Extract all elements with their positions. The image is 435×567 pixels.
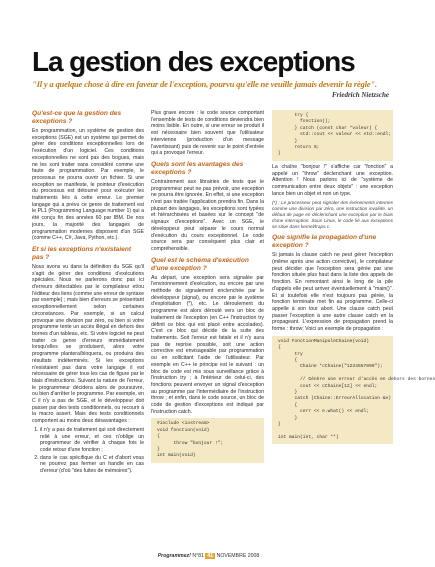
article-title: La gestion des exceptions bbox=[32, 46, 355, 77]
quote-author: Friedrich Nietzsche bbox=[332, 91, 389, 99]
column-2 bbox=[151, 110, 264, 466]
section-heading: Quels sont les avantages des exceptions ? bbox=[151, 160, 244, 176]
section-heading: Quel est le schéma d'exécution d'une exception ? bbox=[151, 256, 249, 272]
code-block: try { fonction(); } catch (const char *valeur) { std::cout << valeur << std::endl; } return 0; } bbox=[272, 110, 393, 161]
paragraph: Plus grave encore : le code source comportant l'ensemble de tests de conditions deviendra bien moins lisible. En outre, si une erreur se produit il est nécessaire bien souvent que l'utilisateur intervienne (production d'un message l'avertissant) puis de revenir sur le point d'entrée qui a provoqué l'erreur. bbox=[151, 110, 264, 157]
column-1 bbox=[32, 110, 144, 477]
section-heading: Et si les exceptions n'existaient pas ? bbox=[32, 245, 132, 261]
page-footer bbox=[0, 553, 417, 559]
paragraph: Au départ, une exception sera signalée par l'environnement d'exécution, ou encore par une méthode de signalement enclenchée par le développeur (signal), ou encore par le système d'exploitation (*), etc. Le déroulement du programme est alors dérouté vers un bloc de traitement de l'exception (en C++ l'instruction try définit ce bloc qui est placé entre accolades). C'est ce bloc qui décide de la suite des traitements. Soit l'erreur est fatale et il n'y aura pas de reprise possible, soit une action corrective est envisageable par programmation ou en sollicitant l'aide de l'utilisateur. Par exemple en C++ le principe est le suivant : un bloc de code est mis sous surveillance grâce à l'instruction try ; à l'intérieur de celui-ci, des fonctions peuvent envoyer un signal d'exception au programme par l'intermédiaire de l'instruction throw ; et enfin, dans le code source, un bloc de code de gestion d'exceptions est indiqué par l'instruction catch. bbox=[151, 274, 264, 415]
column-3 bbox=[272, 110, 435, 447]
paragraph: La chaîne "bonjour !" s'affiche car "fonction" a appelé un "throw" déclenchant une exception. Attention ! Nous parlons ici de "système de communication entre deux objets" : une exception lance bien un objet et non un type. bbox=[272, 163, 393, 197]
issue-date: NOVEMBRE 2008 bbox=[216, 553, 260, 559]
paragraph: Contrairement aux librairies de tests que le programmeur peut ne pas prévoir, une exception ne pourra être ignorée. En effet, si une exception n'est pas traitée l'application prendra fin. Dans la plupart des langages, les exceptions sont typées et hiérarchisées et basées sur le concept "de signaux d'exceptions". Avec un SGE, le développeur peut séparer le cours normal d'exécution du cours exceptionnel. Le code source sera par conséquent plus clair et compréhensible. bbox=[151, 178, 264, 252]
article-quote: "Il y a quelque chose à dire en faveur de l'exception, pourvu qu'elle ne veuille jamais devenir la règle". bbox=[32, 79, 377, 89]
disadvantages-list bbox=[32, 427, 144, 475]
paragraph: En programmation, un système de gestion des exceptions (SGE) est un système qui permet de gérer des conditions exceptionnelles lors de l'exécution d'un logiciel. Ces conditions exceptionnelles ne sont pas des bogues, mais ne les sont traiter sans considéré comme une faute de programmation. Par exemple, le processus ne pourra ouvrir un fichier. Si une exception se manifeste, le pointeur d'exécution du processus est détourné pour exécuter les traitements liés à cette erreur. Le premier langage qui a prévu ce genre de traitement est le PL1 (Programming Language number 1) qui a été conçu fin des années 60 par IBM. De nos jours, la majorité des langages de programmation modernes disposent d'un SGE (comme C++, C#, Java, Python, etc.). bbox=[32, 128, 144, 242]
magazine-name: Programmez! bbox=[157, 553, 191, 559]
issue-number: N°81 bbox=[192, 553, 204, 559]
section-heading: Qu'est-ce que la gestion des exceptions ? bbox=[32, 110, 122, 125]
paragraph: Nous avons vu dans la définition du SGE qu'il s'agit de gérer des conditions d'exécutions spéciales. Nous ne parlerons donc pas ici d'erreurs détectables par le compilateur et/ou l'éditeur des liens (comme une erreur de syntaxe par exemple) ; mais bien d'erreurs se présentant exceptionnellement selon certaines circonstances. Par exemple, si un calcul provoque une division par zéro, ou bien si votre programme tente un accès illégal en dehors des bornes d'un tableau, etc. Si votre logiciel ne peut traiter ce genre d'erreurs immédiatement lorsqu'elles se produisent, alors votre programme plantera/bloquera, ou produira des résultats indéterminés. Si les exceptions n'existaient pas dans votre langage il est nécessaire de gérer tous les cas de figure par le biais d'instructions. Suivant la nature de l'erreur, le programmeur décidera alors de poursuivre, ou bien d'arrêter le programme. Par exemple, en C il n'y a pas de SGE, et le développeur doit passer par des tests conditionnels, ou recourir à la macro assert. Mais des tests conditionnels comportent au moins deux désavantages : bbox=[32, 263, 144, 425]
footnote: (*) : Le processeur peut signaler des événements internes comme une division par zéro, une instruction invalide, un défaut de page en déclenchant une exception par le biais d'une interruption. Sous Linux, le code lié aux exceptions se situe dans kernel/traps.c. bbox=[272, 200, 393, 230]
paragraph: Si jamais la clause catch ne peut gérer l'exception (même après une action corrective), le compilateur peut décider que l'exception sera gérée par une fonction située plus haut dans la liste des appels de fonction. En remontant ainsi le long de la pile d'appels elle peut arriver éventuellement à "main()". Et si toutefois elle n'est toujours pas gérée, la fonction terminate met fin au programme. Celle-ci appelle à son tour abort. Une clause catch peut passer l'exception à une autre clause catch en la propageant. L'expression de propagation prend la forme : throw; Voici un exemple de propagation : bbox=[272, 252, 393, 333]
list-item: 1. il n'y a pas de traitement qui soit directement relié à une erreur, et ces n'oblige un programmeur de vérifier à chaque fois le code retour d'une fonction ; bbox=[40, 427, 144, 454]
code-block: #include <iostream> void fonction(void) { throw "bonjour !"; } int main(void) bbox=[151, 418, 264, 462]
list-item: 2. dans le cas spécifique du C et d'abort vous ne pourrez pas fermer un handle en cas d'erreur (d'où "des fuites de mémoires"). bbox=[40, 455, 144, 475]
code-block: void FonctionManipuleChaine(void) { try { Chaine *cChaine("1234567890"); // Génère une erreur d'accès en dehors des bornes cout << cChaine[12] << endl; } catch (Chaine::ErreurAllocation &e) { cerr << e.what() << endl; } } int main(int, char **) bbox=[272, 336, 393, 445]
section-heading: Que signifie la propagation d'une exception ? bbox=[272, 234, 377, 250]
page-number: 41 bbox=[207, 553, 214, 559]
